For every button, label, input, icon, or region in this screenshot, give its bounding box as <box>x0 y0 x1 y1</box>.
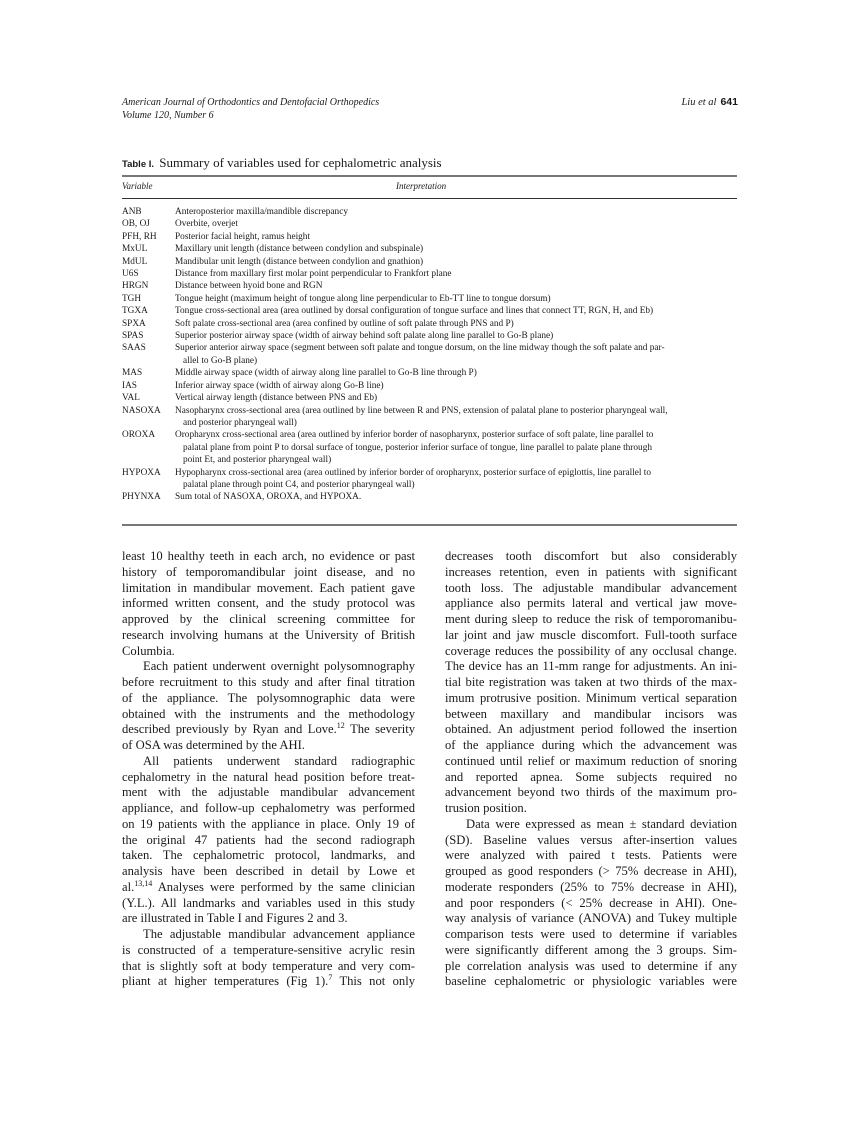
table-row <box>122 268 737 280</box>
text-line: appliance also permits lateral and vertical jaw move- <box>445 596 737 611</box>
text-line: advancement beyond two thirds of the maximum pro- <box>445 785 737 800</box>
interpretation-line: Posterior facial height, ramus height <box>175 231 311 242</box>
interpretation-cell <box>175 380 384 392</box>
table-row <box>122 491 737 503</box>
interpretation-line: Overbite, overjet <box>175 219 238 230</box>
interpretation-line: and posterior pharyngeal wall) <box>183 417 297 428</box>
interpretation-line: Anteroposterior maxilla/mandible discrepancy <box>175 207 348 217</box>
interpretation-cell <box>175 206 348 218</box>
interpretation-line: Mandibular unit length (distance between condylion and gnathion) <box>175 256 424 267</box>
table-row <box>122 380 737 392</box>
interpretation-line: Sum total of NASOXA, OROXA, and HYPOXA. <box>175 492 362 503</box>
page-number: 641 <box>720 96 738 108</box>
interpretation-line: Distance from maxillary first molar point perpendicular to Frankfort plane <box>175 269 452 280</box>
table-row <box>122 218 737 230</box>
interpretation-line: Superior anterior airway space (segment between soft palate and tongue dorsum, on the line midway though the soft palate and par- <box>175 343 665 354</box>
reference-superscript: 7 <box>328 973 333 983</box>
table-caption <box>122 155 442 171</box>
text-line: are illustrated in Table I and Figures 2 and 3. <box>122 911 348 926</box>
text-line <box>122 722 415 738</box>
interpretation-line: Nasopharynx cross-sectional area (area outlined by line between R and PNS, extension of palatal plane to posterior pharyngeal wall, <box>175 405 668 416</box>
variable-cell: TGH <box>122 293 142 304</box>
text-line <box>122 974 415 990</box>
table-row <box>122 305 737 317</box>
text-line: comparison tests were used to determine if variables <box>445 927 737 941</box>
text-line: history of temporomandibular joint disease, and no <box>122 564 415 579</box>
text-line: Each patient underwent overnight polysomnography <box>143 659 415 674</box>
variable-cell: SPXA <box>122 318 146 329</box>
text-line: research involving humans at the University of British <box>122 627 415 642</box>
column-header-interpretation: Interpretation <box>396 181 447 191</box>
table-body <box>122 206 737 504</box>
interpretation-cell <box>175 429 653 466</box>
text-line: were significantly different among the 3 groups. Sim- <box>445 942 737 957</box>
variable-cell: HRGN <box>122 281 149 292</box>
interpretation-line: palatal plane through point C4, and posterior pharyngeal wall) <box>183 479 415 490</box>
text-line: appliance, and follow-up cephalometry was performed <box>122 801 415 815</box>
authors: Liu et al <box>681 97 717 108</box>
interpretation-cell <box>175 256 423 268</box>
variable-cell: PFH, RH <box>122 231 157 242</box>
variable-cell: U6S <box>122 269 139 280</box>
table-row <box>122 467 737 492</box>
paragraph <box>122 659 415 754</box>
interpretation-cell <box>175 392 377 404</box>
text-line: grouped as good responders (> 75% decrease in AHI), <box>445 864 737 878</box>
text-line: (Y.L.). All landmarks and variables used in this study <box>122 895 415 910</box>
variable-cell: OB, OJ <box>122 219 150 230</box>
journal-name: American Journal of Orthodontics and Dentofacial Orthopedics <box>122 97 380 108</box>
column-header-variable: Variable <box>122 181 153 191</box>
paragraph <box>122 927 415 990</box>
table-row <box>122 405 737 430</box>
table-row <box>122 367 737 379</box>
text-line: of the appliance during which the advancement was <box>445 738 737 752</box>
text-line: that is slightly soft at body temperature and very com- <box>122 958 415 973</box>
text-line: ment with the adjustable mandibular advancement <box>122 785 415 800</box>
interpretation-line: Tongue height (maximum height of tongue along line perpendicular to Eb-TT line to tongue dorsum) <box>175 293 551 304</box>
variable-cell: TGXA <box>122 306 148 317</box>
text-line: coverage reduces the possibility of any occlusal change. <box>445 643 737 658</box>
text-line: lar joint and jaw muscle discomfort. Full-tooth surface <box>445 627 737 642</box>
table-row <box>122 206 737 218</box>
body-column-left <box>122 549 415 990</box>
paragraph <box>445 549 737 817</box>
text-line: Data were expressed as mean ± standard deviation <box>466 816 737 831</box>
interpretation-line: Maxillary unit length (distance between condylion and subspinale) <box>175 244 424 255</box>
table-bottom-rule <box>122 524 737 526</box>
text-segment: This not only <box>332 974 415 989</box>
text-line: limitation in mandibular movement. Each patient gave <box>122 580 415 595</box>
table-label: Table I. <box>122 159 155 170</box>
table-row <box>122 231 737 243</box>
variable-cell: MxUL <box>122 244 148 255</box>
table-title: Summary of variables used for cephalometric analysis <box>159 155 442 170</box>
table-row <box>122 243 737 255</box>
variable-cell: NASOXA <box>122 405 161 416</box>
text-segment: pliant at higher temperatures (Fig 1). <box>122 974 329 989</box>
text-line: on 19 patients with the appliance in place. Only 19 of <box>122 816 415 831</box>
text-line: ple correlation analysis was used to determine if any <box>445 958 737 973</box>
table-row <box>122 429 737 466</box>
text-segment: Analyses were performed by the same clinician <box>152 879 415 894</box>
table-row <box>122 318 737 330</box>
interpretation-cell <box>175 218 238 230</box>
text-segment: The severity <box>344 722 416 737</box>
text-line: tial bite registration was taken at two thirds of the max- <box>445 675 737 689</box>
text-line: (SD). Baseline values versus after-insertion values <box>445 832 737 847</box>
running-header-right <box>681 96 738 109</box>
text-line: least 10 healthy teeth in each arch, no evidence or past <box>122 549 415 563</box>
text-line: continued until relief or maximum reduction of snoring <box>445 753 737 768</box>
text-line: cephalometry in the natural head position before treat- <box>122 769 415 784</box>
text-line: All patients underwent standard radiographic <box>143 753 415 768</box>
interpretation-cell <box>175 367 477 379</box>
interpretation-line: point Et, and posterior pharyngeal wall) <box>183 455 332 466</box>
variable-cell: IAS <box>122 380 137 391</box>
variable-cell: ANB <box>122 207 142 217</box>
paragraph <box>122 754 415 927</box>
paragraph <box>445 817 737 990</box>
text-line: trusion position. <box>445 801 527 815</box>
text-line: imum protrusive position. Minimum vertical separation <box>445 690 737 705</box>
interpretation-cell <box>175 268 452 280</box>
interpretation-line: Oropharynx cross-sectional area (area outlined by inferior border of nasopharynx, posterior surface of soft palate, line parallel to <box>175 430 654 441</box>
text-line: and reported apnea. Some subjects required no <box>445 769 737 784</box>
interpretation-line: palatal plane from point P to dorsal surface of tongue, posterior inferior surface of tongue, line parallel to palate plane through <box>183 442 652 453</box>
variable-cell: SPAS <box>122 331 144 342</box>
interpretation-cell <box>175 467 651 492</box>
text-line: of OSA was determined by the AHI. <box>122 738 305 752</box>
interpretation-line: Hypopharynx cross-sectional area (area outlined by inferior border of oropharynx, posterior surface of epiglottis, line parallel to <box>175 467 652 478</box>
interpretation-cell <box>175 342 665 367</box>
interpretation-line: Inferior airway space (width of airway along Go-B line) <box>175 380 384 391</box>
text-segment: al. <box>122 879 135 894</box>
table-row <box>122 392 737 404</box>
reference-superscript: 12 <box>336 721 345 731</box>
text-line: obtained. An adjustment period followed the insertion <box>445 722 737 737</box>
table-row <box>122 293 737 305</box>
variable-cell: MAS <box>122 368 143 379</box>
text-line: the original 47 patients had the second radiograph <box>122 832 415 847</box>
text-line: decreases tooth discomfort but also considerably <box>445 549 737 563</box>
variable-cell: HYPOXA <box>122 467 161 478</box>
interpretation-line: allel to Go-B plane) <box>183 355 258 366</box>
interpretation-line: Middle airway space (width of airway along line parallel to Go-B line through P) <box>175 368 477 379</box>
text-line: of the appliance. The polysomnographic data were <box>122 690 415 705</box>
variable-cell: OROXA <box>122 430 156 441</box>
table-top-rule <box>122 175 737 177</box>
interpretation-cell <box>175 405 668 430</box>
interpretation-line: Vertical airway length (distance between PNS and Eb) <box>175 393 378 404</box>
variable-cell: MdUL <box>122 256 148 267</box>
text-line: increases retention, even in patients with significant <box>445 564 737 579</box>
paragraph <box>122 549 415 659</box>
text-line: The device has an 11-mm range for adjustments. An ini- <box>445 659 737 674</box>
interpretation-cell <box>175 491 361 503</box>
interpretation-line: Distance between hyoid bone and RGN <box>175 281 323 292</box>
reference-superscript: 13,14 <box>134 878 153 888</box>
text-segment: described previously by Ryan and Love. <box>122 722 337 737</box>
text-line: tooth loss. The adjustable mandibular advancement <box>445 580 737 595</box>
text-line: Columbia. <box>122 643 175 658</box>
interpretation-cell <box>175 243 423 255</box>
text-line: approved by the clinical screening committee for <box>122 612 415 626</box>
table-row <box>122 280 737 292</box>
text-line: way analysis of variance (ANOVA) and Tukey multiple <box>445 911 737 926</box>
body-column-right <box>445 549 737 990</box>
interpretation-line: Superior posterior airway space (width of airway behind soft palate along line parallel to Go-B plane) <box>175 331 554 342</box>
table-row <box>122 342 737 367</box>
interpretation-cell <box>175 293 551 305</box>
text-line: were analyzed with paired t tests. Patients were <box>445 848 737 863</box>
interpretation-cell <box>175 280 322 292</box>
text-line: before recruitment to this study and after final titration <box>122 675 415 689</box>
table-row <box>122 256 737 268</box>
text-line: moderate responders (25% to 75% decrease in AHI), <box>445 879 737 894</box>
variable-cell: SAAS <box>122 343 146 354</box>
interpretation-cell <box>175 231 310 243</box>
text-line: baseline cephalometric or physiologic variables were <box>445 974 737 989</box>
interpretation-cell <box>175 318 514 330</box>
text-line: The adjustable mandibular advancement appliance <box>143 927 415 941</box>
text-line: and poor responders (< 25% decrease in AHI). One- <box>445 895 737 910</box>
text-line: is constructed of a temperature-sensitive acrylic resin <box>122 942 415 957</box>
interpretation-cell <box>175 305 653 317</box>
table-header-rule <box>122 198 737 199</box>
interpretation-cell <box>175 330 553 342</box>
text-line: taken. The cephalometric protocol, landmarks, and <box>122 848 415 863</box>
journal-volume: Volume 120, Number 6 <box>122 110 214 121</box>
text-line: obtained with the instruments and the methodology <box>122 706 415 721</box>
variable-cell: VAL <box>122 393 140 404</box>
text-line: between maxillary and mandibular incisors was <box>445 706 737 721</box>
running-header-left <box>122 96 379 122</box>
text-line <box>122 880 415 896</box>
interpretation-line: Soft palate cross-sectional area (area confined by outline of soft palate through PNS and P) <box>175 318 514 329</box>
table-row <box>122 330 737 342</box>
text-line: analysis have been described in detail by Lowe et <box>122 864 415 878</box>
interpretation-line: Tongue cross-sectional area (area outlined by dorsal configuration of tongue surface and lines that connect TT, RGN, H, and Eb) <box>175 306 654 317</box>
text-line: ment during sleep to reduce the risk of temporomanibu- <box>445 612 737 626</box>
variable-cell: PHYNXA <box>122 492 161 503</box>
text-line: informed written consent, and the study protocol was <box>122 596 415 611</box>
